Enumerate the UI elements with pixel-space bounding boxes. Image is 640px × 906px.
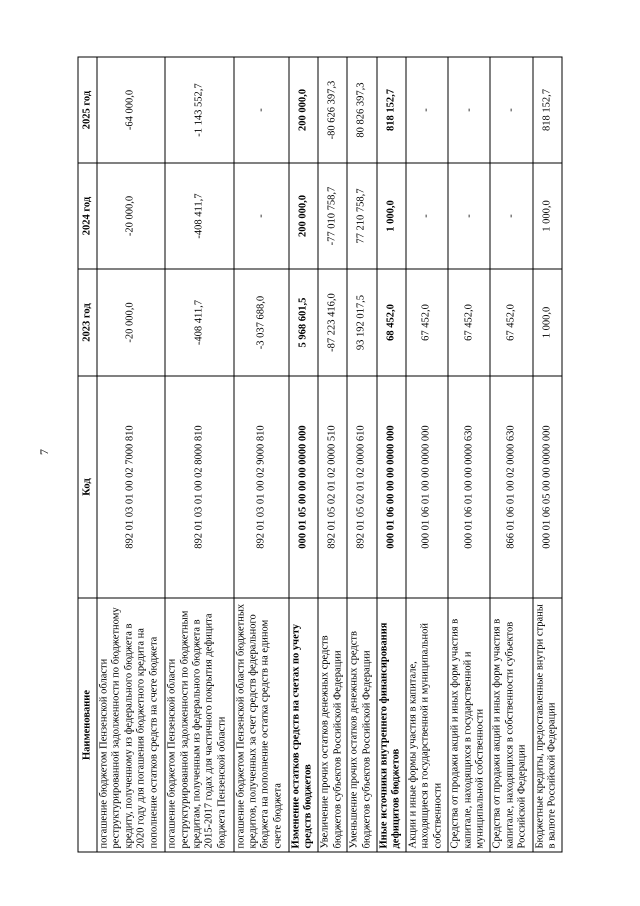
cell-2023: 67 452,0 — [448, 269, 490, 376]
cell-2023: 67 452,0 — [406, 269, 448, 376]
cell-2025: 818 152,7 — [533, 57, 562, 163]
cell-name: Акции и иные формы участия в капитале, находящиеся в государственной и муниципальной собственности — [406, 598, 448, 852]
table-row — [234, 57, 289, 852]
table-header-row — [78, 57, 97, 852]
cell-2023: -20 000,0 — [97, 269, 165, 376]
cell-name: погашение бюджетом Пензенской области реструктурированной задолженности по бюджетному кредиту, полученному из федерального бюджета в 2020 году для погашения бюджетного кредита на пополнение остатков средств на счете бюджета — [97, 598, 165, 852]
table-row — [490, 57, 532, 852]
cell-code: 892 01 03 01 00 02 8000 810 — [165, 376, 233, 598]
cell-2025: 200 000,0 — [289, 57, 318, 163]
cell-2023: 67 452,0 — [490, 269, 532, 376]
cell-2025: 818 152,7 — [377, 57, 406, 163]
cell-name: Изменение остатков средств на счетах по учету средств бюджетов — [289, 598, 318, 852]
cell-name: Средства от продажи акций и иных форм участия в капитале, находящихся в собственности субъектов Российской Федерации — [490, 598, 532, 852]
cell-code: 000 01 06 00 00 00 0000 000 — [377, 376, 406, 598]
table-row — [347, 57, 376, 852]
cell-2024: 1 000,0 — [533, 163, 562, 269]
cell-2023: -87 223 416,0 — [318, 269, 347, 376]
cell-2024: 200 000,0 — [289, 163, 318, 269]
table-row — [165, 57, 233, 852]
cell-2025: 80 826 397,3 — [347, 57, 376, 163]
cell-code: 892 01 05 02 01 02 0000 510 — [318, 376, 347, 598]
cell-name: Увеличение прочих остатков денежных средств бюджетов субъектов Российской Федерации — [318, 598, 347, 852]
cell-2025: - — [490, 57, 532, 163]
table-row — [533, 57, 562, 852]
cell-2024: -20 000,0 — [97, 163, 165, 269]
cell-2024: -77 010 758,7 — [318, 163, 347, 269]
cell-2024: - — [490, 163, 532, 269]
cell-2023: 5 968 601,5 — [289, 269, 318, 376]
header-name: Наименование — [78, 598, 97, 852]
cell-2025: - — [234, 57, 289, 163]
cell-2023: 93 192 017,5 — [347, 269, 376, 376]
table-row — [97, 57, 165, 852]
cell-name: Бюджетные кредиты, предоставленные внутри страны в валюте Российской Федерации — [533, 598, 562, 852]
table-row — [318, 57, 347, 852]
cell-code: 000 01 06 01 00 00 0000 000 — [406, 376, 448, 598]
cell-2024: - — [234, 163, 289, 269]
cell-name: погашение бюджетом Пензенской области бюджетных кредитов, полученных за счет средств федерального бюджета на пополнение остатка средств на едином счете бюджета — [234, 598, 289, 852]
header-2025: 2025 год — [78, 57, 97, 163]
header-2024: 2024 год — [78, 163, 97, 269]
cell-2024: - — [406, 163, 448, 269]
rotated-page-content — [78, 58, 563, 853]
page-number: 7 — [37, 449, 51, 455]
cell-2024: 1 000,0 — [377, 163, 406, 269]
cell-2025: - — [406, 57, 448, 163]
cell-2025: - — [448, 57, 490, 163]
table-row — [406, 57, 448, 852]
cell-code: 000 01 06 01 00 00 0000 630 — [448, 376, 490, 598]
cell-name: Средства от продажи акций и иных форм участия в капитале, находящихся в государственной и муниципальной собственности — [448, 598, 490, 852]
cell-name: Иные источники внутреннего финансирования дефицитов бюджетов — [377, 598, 406, 852]
cell-2024: - — [448, 163, 490, 269]
budget-sources-table — [78, 57, 563, 853]
cell-code: 866 01 06 01 00 02 0000 630 — [490, 376, 532, 598]
cell-code: 892 01 05 02 01 02 0000 610 — [347, 376, 376, 598]
table-row — [289, 57, 318, 852]
cell-name: Уменьшение прочих остатков денежных средств бюджетов субъектов Российской Федерации — [347, 598, 376, 852]
cell-2024: -408 411,7 — [165, 163, 233, 269]
table-row — [448, 57, 490, 852]
cell-2025: -80 626 397,3 — [318, 57, 347, 163]
cell-code: 892 01 03 01 00 02 7000 810 — [97, 376, 165, 598]
cell-code: 000 01 05 00 00 00 0000 000 — [289, 376, 318, 598]
table-row — [377, 57, 406, 852]
cell-2025: -64 000,0 — [97, 57, 165, 163]
cell-code: 000 01 06 05 00 00 0000 000 — [533, 376, 562, 598]
cell-2023: -408 411,7 — [165, 269, 233, 376]
cell-2023: 1 000,0 — [533, 269, 562, 376]
header-code: Код — [78, 376, 97, 598]
cell-2024: 77 210 758,7 — [347, 163, 376, 269]
cell-code: 892 01 03 01 00 02 9000 810 — [234, 376, 289, 598]
cell-2023: -3 037 688,0 — [234, 269, 289, 376]
cell-2023: 68 452,0 — [377, 269, 406, 376]
header-2023: 2023 год — [78, 269, 97, 376]
cell-2025: -1 143 552,7 — [165, 57, 233, 163]
cell-name: погашение бюджетом Пензенской области реструктурированной задолженности по бюджетным кредитам, полученным из федерального бюджета в 2015-2017 годах для частичного покрытия дефицита бюджета Пензенской области — [165, 598, 233, 852]
